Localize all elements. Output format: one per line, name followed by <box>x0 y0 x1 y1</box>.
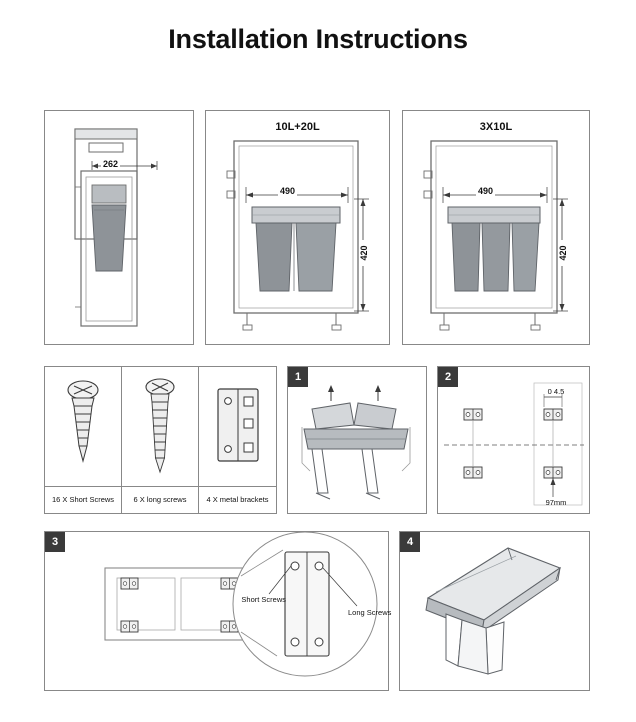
part-cell-short-screws <box>45 367 122 513</box>
three-bin-title: 3X10L <box>479 121 513 133</box>
parts-panel <box>44 366 277 514</box>
part-label-metal-brackets: 4 X metal brackets <box>206 495 269 504</box>
three-bin-drawing <box>403 111 589 344</box>
metal-bracket-icon <box>201 385 275 497</box>
dimension-420-three-bin: 420 <box>558 240 568 266</box>
side-view-drawing <box>45 111 193 344</box>
step-4-badge: 4 <box>400 532 420 552</box>
side-view-panel <box>44 110 194 345</box>
step-3-drawing <box>45 532 388 690</box>
part-cell-metal-brackets <box>199 367 276 513</box>
step-2-dim-top: 0 4.5 <box>547 387 565 396</box>
part-label-long-screws: 6 X long screws <box>133 495 187 504</box>
dimension-490-two-bin: 490 <box>280 186 296 196</box>
step-3-badge: 3 <box>45 532 65 552</box>
two-bin-drawing <box>206 111 389 344</box>
page-title: Installation Instructions <box>168 24 468 54</box>
two-bin-title: 10L+20L <box>275 121 320 133</box>
step-3-callout-long-screws: Long Screws <box>348 608 392 617</box>
three-bin-panel <box>402 110 590 345</box>
step-1-badge: 1 <box>288 367 308 387</box>
step-1-drawing <box>288 367 426 513</box>
two-bin-panel <box>205 110 390 345</box>
short-screw-icon <box>45 373 121 485</box>
dimension-420-two-bin: 420 <box>359 240 369 266</box>
dimension-490-three-bin: 490 <box>478 186 494 196</box>
step-1-panel <box>287 366 427 514</box>
step-3-panel <box>44 531 392 691</box>
step-2-badge: 2 <box>438 367 458 387</box>
dimension-262: 262 <box>103 159 119 169</box>
part-cell-long-screws <box>122 367 199 513</box>
step-4-panel <box>399 531 590 691</box>
long-screw-icon <box>122 373 198 485</box>
step-3-callout-short-screws: Short Screws <box>241 595 286 604</box>
step-2-dim-bottom: 97mm <box>545 498 567 507</box>
step-4-drawing <box>400 532 589 690</box>
step-2-panel <box>437 366 590 514</box>
part-label-short-screws: 16 X Short Screws <box>51 495 115 504</box>
